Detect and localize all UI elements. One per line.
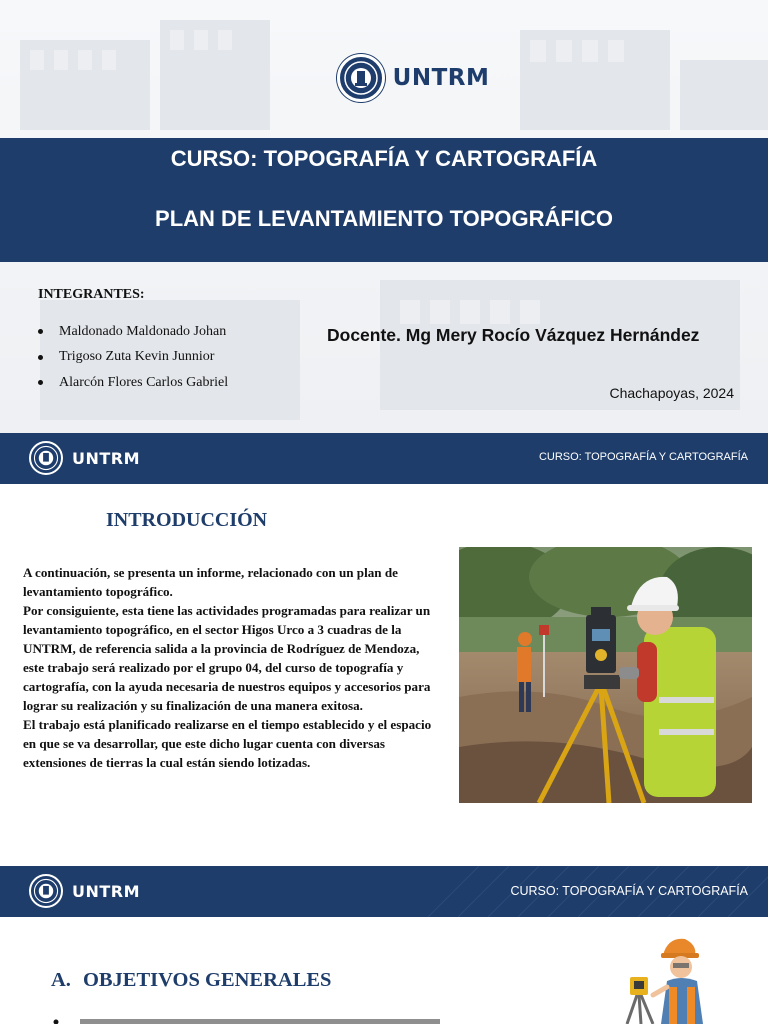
objectives-title	[51, 969, 331, 992]
member-name: Trigoso Zuta Kevin Junnior	[59, 349, 215, 365]
course-title: CURSO: TOPOGRAFÍA Y CARTOGRAFÍA	[170, 146, 598, 171]
header-logo	[29, 874, 140, 908]
intro-paragraph: El trabajo está planificado realizarse en el tiempo establecido y el espacio en que se va desarrollar, que este dicho lugar cuenta con diversas extensiones de tierras la cual están siendo lotizadas.	[23, 717, 432, 770]
brand-name: UNTRM	[392, 65, 490, 91]
list-item	[38, 370, 228, 396]
slide-header	[0, 433, 768, 484]
header-logo	[29, 441, 140, 475]
bullet-icon	[38, 329, 43, 334]
surveyor-photo	[459, 547, 752, 803]
header-course-label: CURSO: TOPOGRAFÍA Y CARTOGRAFÍA	[538, 451, 748, 463]
place-year: Chachapoyas, 2024	[609, 385, 734, 401]
university-seal-icon	[337, 54, 385, 102]
slide-header	[0, 866, 768, 917]
list-item	[38, 345, 228, 371]
member-name: Maldonado Maldonado Johan	[59, 323, 227, 339]
teacher-name: Docente. Mg Mery Rocío Vázquez Hernández	[327, 325, 700, 345]
cover-slide	[0, 0, 768, 433]
cover-logo	[0, 52, 768, 104]
plan-title: PLAN DE LEVANTAMIENTO TOPOGRÁFICO	[155, 206, 613, 231]
intro-paragraph: A continuación, se presenta un informe, relacionado con un plan de levantamiento topográfico.	[23, 565, 398, 599]
members-label: INTEGRANTES:	[38, 287, 145, 302]
intro-body	[23, 563, 433, 772]
university-seal-icon	[29, 441, 63, 475]
intro-paragraph: Por consiguiente, esta tiene las actividades programadas para realizar un levantamiento topográfico, en el sector Higos Urco a 3 cuadras de la UNTRM, de referencia salida a la provincia de Rodríguez de Mendoza, este trabajo será realizado por el grupo 04, del curso de topografía y cartografía, con la ayuda necesaria de nuestros equipos y accesorios para lograr su realización y su finalización de una manera exitosa.	[23, 603, 431, 713]
list-item	[38, 319, 228, 345]
cut-off-text-line	[52, 1014, 442, 1024]
members-list	[38, 319, 228, 396]
objectives-letter: A.	[51, 969, 71, 991]
header-course-label: CURSO: TOPOGRAFÍA Y CARTOGRAFÍA	[510, 884, 748, 898]
bullet-icon	[38, 355, 43, 360]
member-name: Alarcón Flores Carlos Gabriel	[59, 374, 229, 390]
intro-title: INTRODUCCIÓN	[106, 509, 268, 531]
brand-name: UNTRM	[72, 448, 141, 468]
objectives-heading: OBJETIVOS GENERALES	[82, 969, 332, 991]
surveyor-illustration	[623, 935, 713, 1024]
brand-name: UNTRM	[72, 881, 141, 901]
bullet-icon	[38, 380, 43, 385]
university-seal-icon	[29, 874, 63, 908]
